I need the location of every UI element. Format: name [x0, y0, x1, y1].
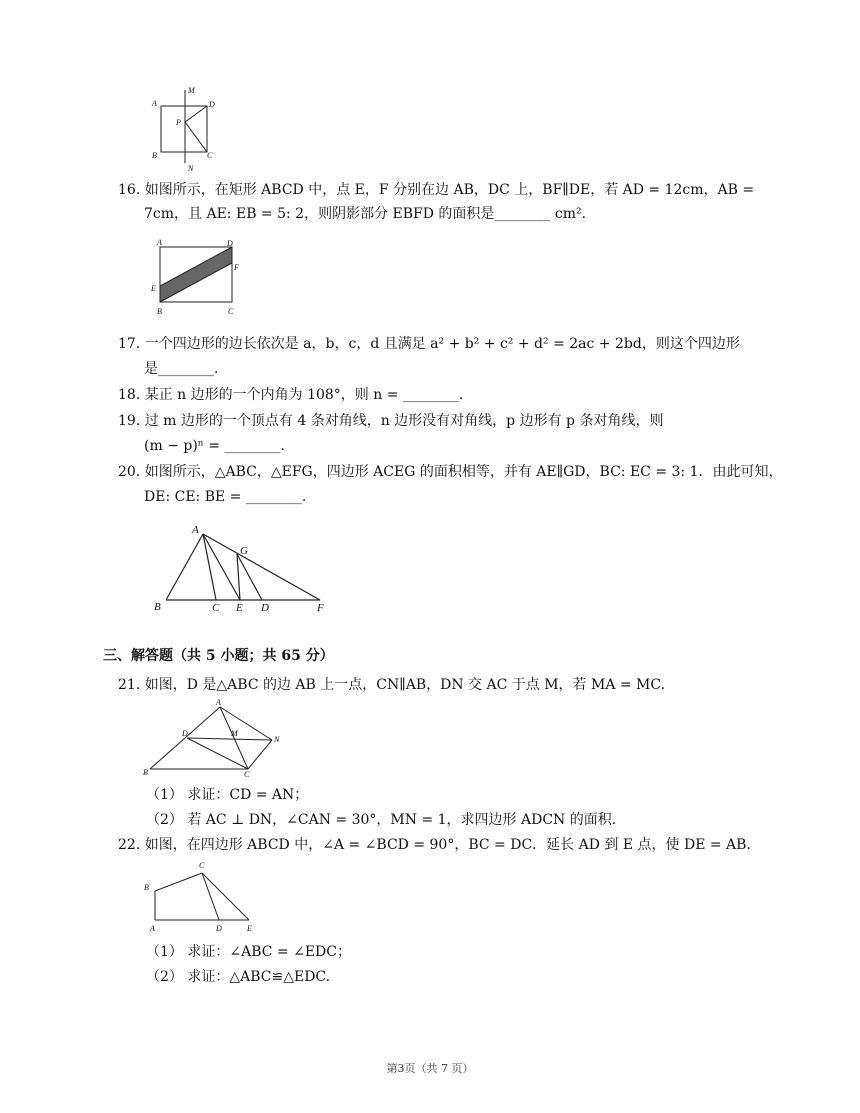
- figure-q20-triangles: [148, 520, 338, 616]
- q17-line1: 17. 一个四边形的边长依次是 a，b，c，d 且满足 a² + b² + c² + d² = 2ac + 2bd，则这个四边形: [118, 336, 740, 352]
- label-N: N: [274, 735, 280, 744]
- label-A: A: [216, 698, 221, 707]
- label-P: P: [176, 118, 181, 127]
- q21-line1: 21. 如图，D 是△ABC 的边 AB 上一点，CN∥AB，DN 交 AC 于点 M，若 MA = MC.: [118, 677, 666, 693]
- figure-q21-triangle: [140, 695, 290, 780]
- q19-line2: (m − p)ⁿ = ________.: [144, 438, 285, 454]
- label-A: A: [150, 924, 155, 933]
- figure-q15-square: [145, 85, 225, 175]
- label-B: B: [143, 768, 148, 777]
- label-G: G: [240, 545, 248, 557]
- q21-part2: （2） 若 AC ⊥ DN，∠CAN = 30°，MN = 1，求四边形 ADCN 的面积.: [146, 812, 617, 828]
- label-A: A: [152, 99, 157, 108]
- q22-part1: （1） 求证：∠ABC = ∠EDC；: [146, 944, 351, 960]
- figure-q22-quadrilateral: [140, 856, 270, 936]
- q20-line1: 20. 如图所示，△ABC，△EFG，四边形 ACEG 的面积相等，并有 AE∥GD，BC: EC = 3: 1．由此可知，: [118, 464, 783, 480]
- label-B: B: [157, 307, 162, 316]
- q20-line2: DE: CE: BE = ________.: [144, 489, 307, 505]
- label-A: A: [157, 238, 162, 247]
- label-M: M: [188, 86, 195, 95]
- label-N: N: [188, 164, 194, 173]
- label-A: A: [192, 524, 199, 536]
- label-D: D: [216, 924, 222, 933]
- label-B: B: [152, 151, 157, 160]
- q19-line1: 19. 过 m 边形的一个顶点有 4 条对角线，n 边形没有对角线，p 边形有 p 条对角线，则: [118, 413, 664, 429]
- label-M: M: [231, 729, 238, 738]
- label-C: C: [244, 770, 250, 779]
- label-C: C: [199, 861, 205, 870]
- figure-q16-rectangle: [148, 236, 248, 320]
- label-E: E: [236, 602, 243, 614]
- label-C: C: [228, 307, 234, 316]
- q22-part2: （2） 求证：△ABC≌△EDC.: [146, 969, 331, 985]
- label-D: D: [261, 602, 269, 614]
- q18-line1: 18. 某正 n 边形的一个内角为 108°，则 n = ________.: [118, 387, 464, 403]
- q22-line1: 22. 如图，在四边形 ABCD 中，∠A = ∠BCD = 90°，BC = DC．延长 AD 到 E 点，使 DE = AB.: [118, 837, 751, 853]
- label-F: F: [234, 263, 239, 272]
- section-title: 三、解答题（共 5 小题；共 65 分）: [103, 648, 334, 664]
- q21-part1: （1） 求证：CD = AN；: [146, 787, 309, 803]
- q16-line1: 16. 如图所示，在矩形 ABCD 中，点 E，F 分别在边 AB，DC 上，BF∥DE，若 AD = 12cm，AB =: [118, 182, 755, 198]
- label-D: D: [227, 239, 233, 248]
- label-B: B: [144, 883, 149, 892]
- label-E: E: [247, 924, 252, 933]
- label-B: B: [154, 601, 161, 613]
- label-C: C: [207, 151, 213, 160]
- q16-line2: 7cm，且 AE: EB = 5: 2，则阴影部分 EBFD 的面积是________ cm².: [144, 206, 587, 222]
- label-F: F: [317, 602, 324, 614]
- label-E: E: [151, 284, 156, 293]
- label-D: D: [182, 729, 188, 738]
- label-C: C: [212, 602, 220, 614]
- page-footer: 第3页（共 7 页）: [386, 1062, 474, 1075]
- label-D: D: [209, 100, 215, 109]
- q17-line2: 是________.: [144, 361, 219, 377]
